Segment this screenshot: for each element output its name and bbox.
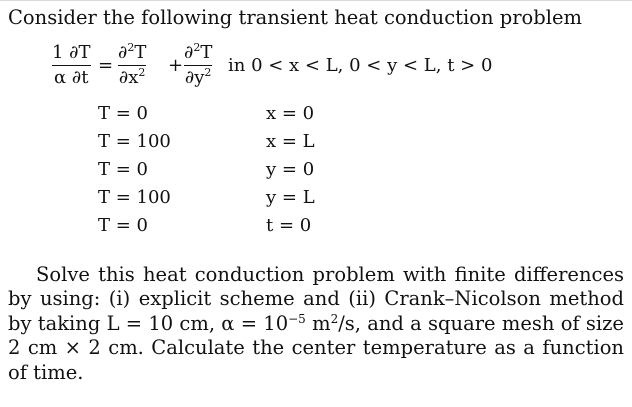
condition-value: T = 100 <box>98 187 171 208</box>
equals-sign: = <box>98 55 114 76</box>
lhs-fraction <box>52 42 91 89</box>
heat-equation <box>52 42 612 98</box>
d2x-fraction <box>118 42 146 89</box>
condition-location: x = 0 <box>266 103 315 124</box>
condition-value: T = 0 <box>98 103 148 124</box>
condition-location: y = L <box>266 187 315 208</box>
d2x-denominator: $\partial x^2$ <box>118 66 146 89</box>
fraction-bar <box>52 65 91 66</box>
top-divider <box>0 0 632 1</box>
initial-condition-value: T = 0 <box>98 215 148 236</box>
lhs-numerator: 1 ∂T <box>52 42 91 63</box>
problem-statement: Solve this heat conduction problem with finite differences by using: (i) explicit scheme and (ii) Crank–Nicolson method by taking L = 10 cm, $\alpha = 10^{-5}$ $m^2/s$, and a square mesh of size 2 cm × 2 cm. Calculate the center temperature as a function of time. <box>8 263 624 384</box>
d2y-denominator: $\partial y^2$ <box>184 66 212 89</box>
problem-intro: Consider the following transient heat conduction problem <box>8 6 583 29</box>
condition-value: T = 0 <box>98 159 148 180</box>
initial-condition-location: t = 0 <box>266 215 312 236</box>
condition-location: x = L <box>266 131 315 152</box>
d2y-fraction <box>184 42 212 89</box>
lhs-denominator: α ∂t <box>54 67 89 89</box>
equation-domain: in 0 < x < L, 0 < y < L, t > 0 <box>228 55 493 76</box>
condition-value: T = 100 <box>98 131 171 152</box>
plus-sign: + <box>168 55 184 76</box>
d2x-numerator: ∂$^2$T <box>118 41 147 63</box>
d2y-numerator: ∂$^2$T <box>184 41 213 63</box>
condition-location: y = 0 <box>266 159 315 180</box>
